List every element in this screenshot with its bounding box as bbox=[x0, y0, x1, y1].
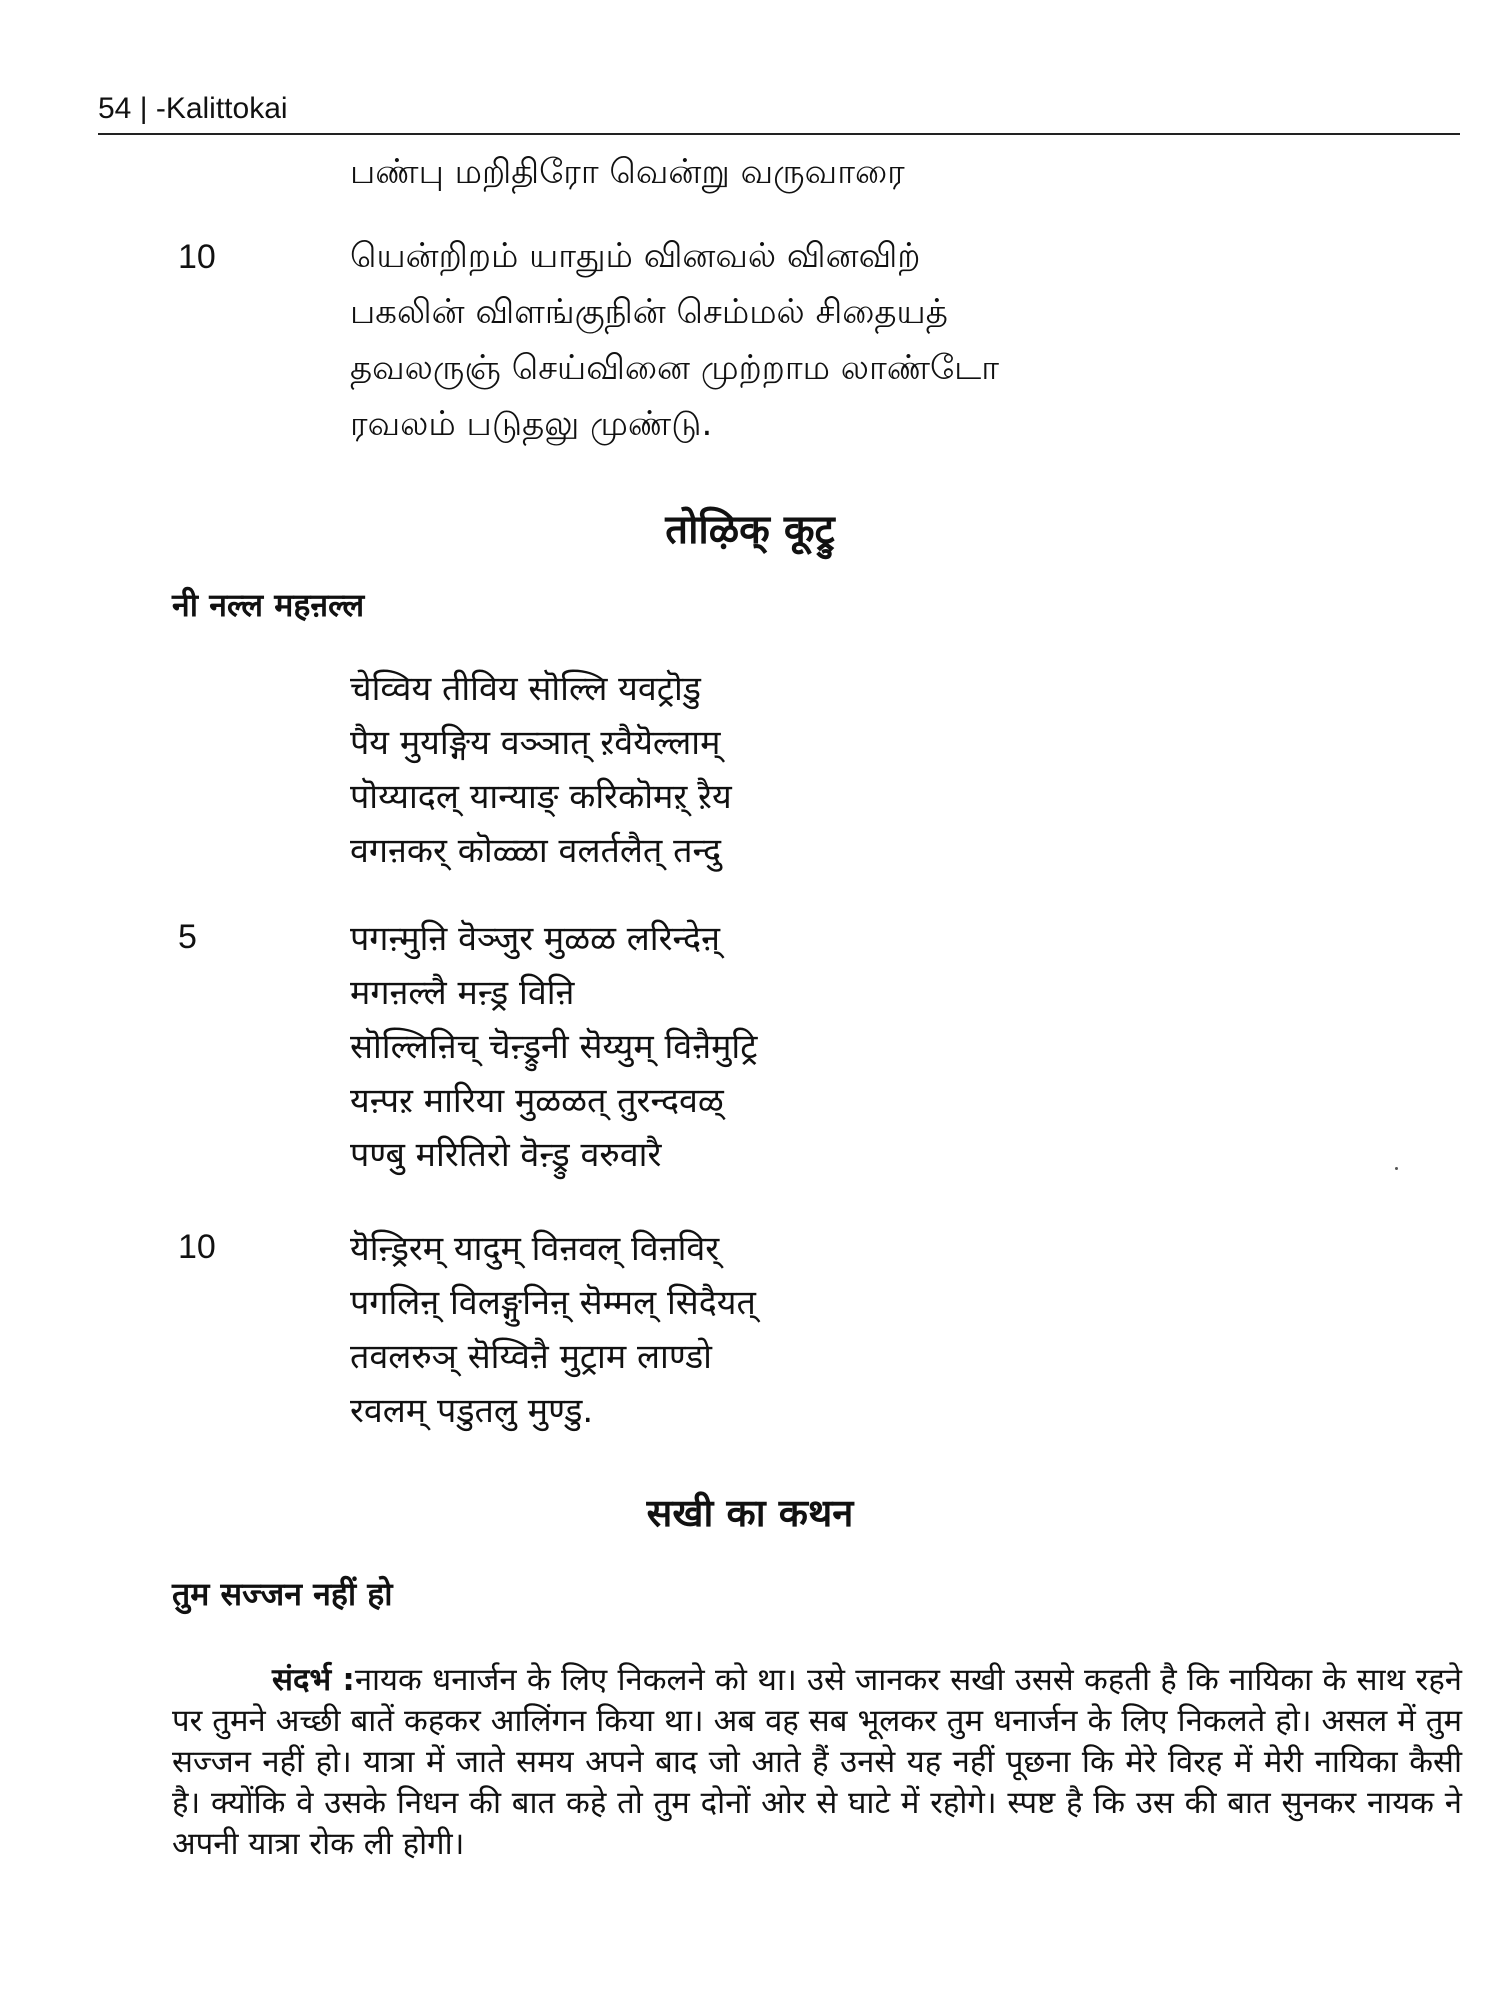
line-number: 5 bbox=[178, 918, 197, 956]
verse-line: யென்றிறம் யாதும் வினவல் வினவிற் bbox=[350, 236, 921, 276]
section-heading: सखी का कथन bbox=[646, 1491, 854, 1535]
verse-line: रवलम् पडुतलु मुण्डु. bbox=[350, 1391, 594, 1431]
verse-line: தவலருஞ் செய்வினை முற்றாம லாண்டோ bbox=[350, 348, 1000, 388]
line-number: 10 bbox=[178, 1228, 216, 1266]
paragraph-lead: संदर्भ : bbox=[272, 1662, 355, 1698]
verse-line: பண்பு மறிதிரோ வென்று வருவாரை bbox=[350, 152, 905, 192]
verse-line: पगलिऩ् विलङ्गुनिऩ् सॆम्मल् सिदैयत् bbox=[350, 1283, 756, 1323]
verse-line: यऩ्पऱ मारिया मुळळत् तुरन्दवळ् bbox=[350, 1081, 724, 1121]
context-paragraph bbox=[172, 1660, 1462, 1865]
verse-line: पण्बु मरितिरो वॆऩ्ड्रु वरुवारै bbox=[350, 1135, 662, 1175]
scan-speck bbox=[1395, 1167, 1398, 1170]
verse-line: பகலின் விளங்குநின் செம்மல் சிதையத் bbox=[350, 292, 948, 332]
section-subheading: तुम सज्जन नहीं हो bbox=[172, 1575, 393, 1613]
verse-line: ரவலம் படுதலு முண்டு. bbox=[350, 404, 713, 444]
verse-line: पैय मुयङ्गिय वञ्ञात् ऱवैयॆल्लाम् bbox=[350, 723, 721, 763]
verse-line: मगऩल्लै मऩ्ड्र विऩि bbox=[350, 973, 575, 1013]
verse-line: पगऩ्मुऩि वॆञ्जुर मुळळ लरिन्देऩ् bbox=[350, 919, 720, 959]
verse-line: चेव्विय तीविय सॊल्लि यवट्रॊडु bbox=[350, 669, 701, 709]
line-number: 10 bbox=[178, 238, 216, 276]
section-heading: तोऴिक् कूट्रु bbox=[665, 507, 835, 553]
verse-line: सॊल्लिऩिच् चॆऩ्ड्रुनी सॆय्युम् विऩैमुट्रि bbox=[350, 1027, 758, 1067]
verse-line: वगऩकर् कॊळ्ळा वलर्तलैत् तन्दु bbox=[350, 831, 722, 871]
header-rule bbox=[98, 133, 1460, 135]
verse-line: पॊय्यादल् यान्याङ् करिकॊमऱ् ऱैय bbox=[350, 777, 732, 817]
paragraph-body: नायक धनार्जन के लिए निकलने को था। उसे जानकर सखी उससे कहती है कि नायिका के साथ रहने पर तुमने अच्छी बातें कहकर आलिंगन किया था। अब वह सब भूलकर तुम धनार्जन के लिए निकलते हो। असल में तुम सज्जन नहीं हो। यात्रा में जाते समय अपने बाद जो आते हैं उनसे यह नहीं पूछना कि मेरे विरह में मेरी नायिका कैसी है। क्योंकि वे उसके निधन की बात कहे तो तुम दोनों ओर से घाटे में रहोगे। स्पष्ट है कि उस की बात सुनकर नायक ने अपनी यात्रा रोक ली होगी। bbox=[172, 1662, 1462, 1862]
verse-line: तवलरुञ् सॆय्विऩै मुट्राम लाण्डो bbox=[350, 1337, 712, 1377]
verse-line: यॆऩ्ड्रिरम् यादुम् विऩवल् विऩविर् bbox=[350, 1229, 720, 1269]
section-subheading: नी नल्ल महऩल्ल bbox=[172, 586, 365, 624]
running-head: 54 | -Kalittokai bbox=[98, 92, 288, 125]
